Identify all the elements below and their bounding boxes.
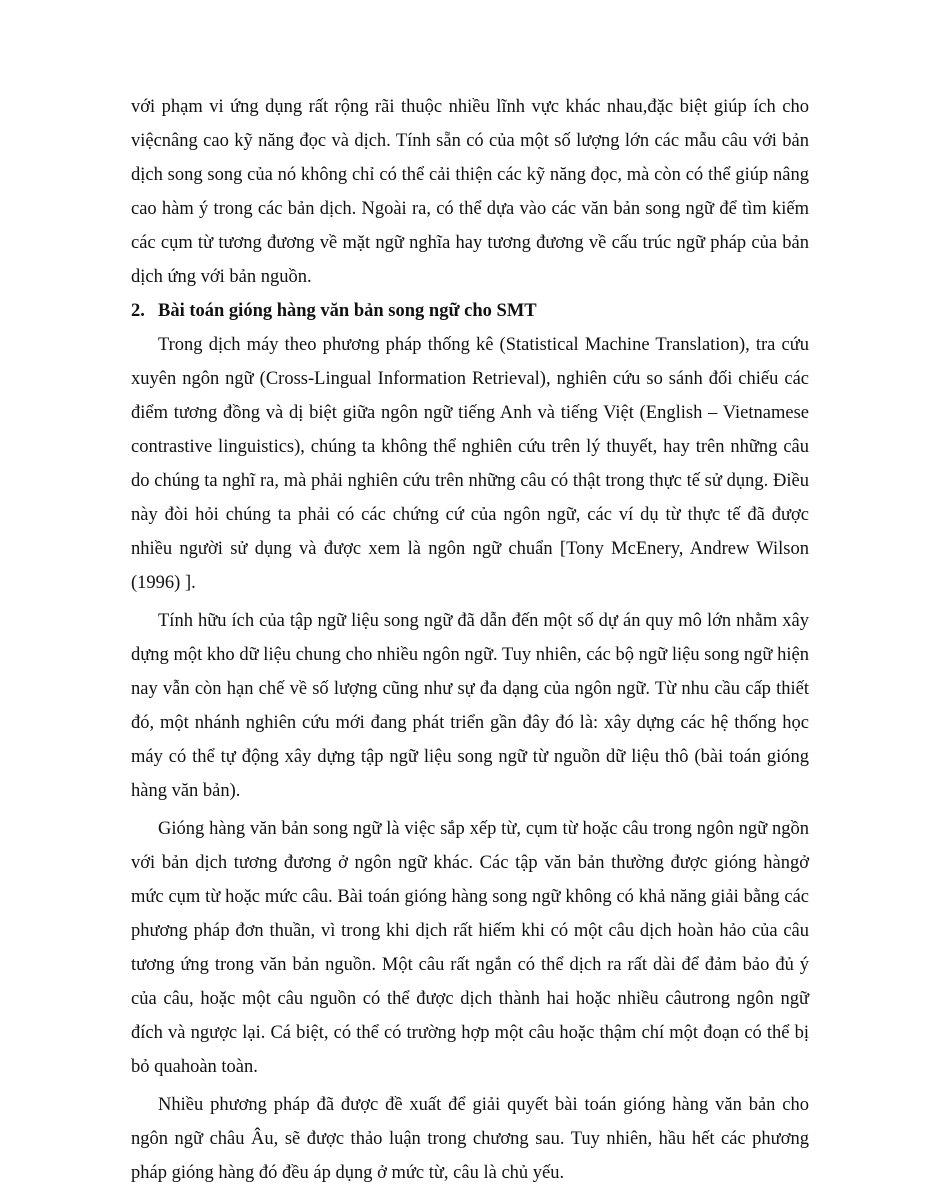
section-number: 2. [131, 301, 145, 321]
paragraph-continuation: với phạm vi ứng dụng rất rộng rãi thuộc nhiều lĩnh vực khác nhau,đặc biệt giúp ích cho việcnâng cao kỹ năng đọc và dịch. Tính sẵn có của một số lượng lớn các mẫu câu với bản dịch song song của nó không chỉ có thể cải thiện các kỹ năng đọc, mà còn có thể giúp nâng cao hàm ý trong các bản dịch. Ngoài ra, có thể dựa vào các văn bản song ngữ để tìm kiếm các cụm từ tương đương về mặt ngữ nghĩa hay tương đương về cấu trúc ngữ pháp của bản dịch ứng với bản nguồn. [131, 97, 809, 287]
paragraph-methods: Nhiều phương pháp đã được đề xuất để giải quyết bài toán gióng hàng văn bản cho ngôn ngữ châu Âu, sẽ được thảo luận trong chương sau. Tuy nhiên, hầu hết các phương pháp gióng hàng đó đều áp dụng ở mức từ, câu là chủ yếu. [131, 1095, 809, 1183]
section-heading [131, 294, 809, 328]
paragraph-alignment-definition: Gióng hàng văn bản song ngữ là việc sắp xếp từ, cụm từ hoặc câu trong ngôn ngữ ngồn với bản dịch tương đương ở ngôn ngữ khác. Các tập văn bản thường được gióng hàngở mức cụm từ hoặc mức câu. Bài toán gióng hàng song ngữ không có khả năng giải bằng các phương pháp đơn thuần, vì trong khi dịch rất hiếm khi có một câu dịch hoàn hảo của câu tương ứng trong văn bản nguồn. Một câu rất ngắn có thể dịch ra rất dài để đảm bảo đủ ý của câu, hoặc một câu nguồn có thể được dịch thành hai hoặc nhiều câutrong ngôn ngữ đích và ngược lại. Cá biệt, có thể có trường hợp một câu hoặc thậm chí một đoạn có thể bị bỏ quahoàn toàn. [131, 819, 809, 1077]
document-page [131, 90, 809, 1190]
paragraph-smt-context: Trong dịch máy theo phương pháp thống kê (Statistical Machine Translation), tra cứu xuyên ngôn ngữ (Cross-Lingual Information Retrieval), nghiên cứu so sánh đối chiếu các điểm tương đồng và dị biệt giữa ngôn ngữ tiếng Anh và tiếng Việt (English – Vietnamese contrastive linguistics), chúng ta không thể nghiên cứu trên lý thuyết, hay trên những câu do chúng ta nghĩ ra, mà phải nghiên cứu trên những câu có thật trong thực tế sử dụng. Điều này đòi hỏi chúng ta phải có các chứng cứ của ngôn ngữ, các ví dụ từ thực tế đã được nhiều người sử dụng và được xem là ngôn ngữ chuẩn [Tony McEnery, Andrew Wilson (1996) ]. [131, 335, 809, 593]
paragraph-corpus-usefulness: Tính hữu ích của tập ngữ liệu song ngữ đã dẫn đến một số dự án quy mô lớn nhằm xây dựng một kho dữ liệu chung cho nhiều ngôn ngữ. Tuy nhiên, các bộ ngữ liệu song ngữ hiện nay vẫn còn hạn chế về số lượng cũng như sự đa dạng của ngôn ngữ. Từ nhu cầu cấp thiết đó, một nhánh nghiên cứu mới đang phát triển gần đây đó là: xây dựng các hệ thống học máy có thể tự động xây dựng tập ngữ liệu song ngữ từ nguồn dữ liệu thô (bài toán gióng hàng văn bản). [131, 611, 809, 801]
section-title: Bài toán gióng hàng văn bản song ngữ cho SMT [158, 301, 537, 321]
